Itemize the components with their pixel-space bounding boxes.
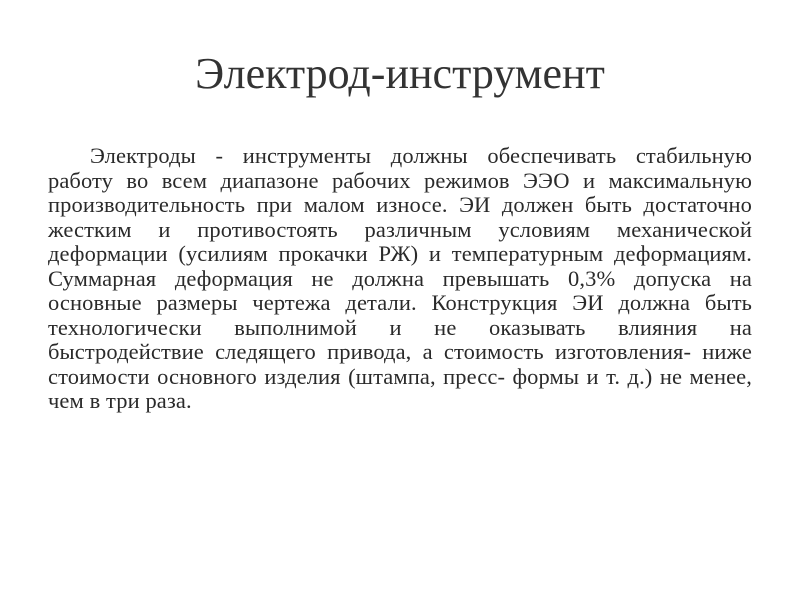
slide-title: Электрод-инструмент [195, 49, 605, 98]
slide-body-text: Электроды - инструменты должны обеспечивать стабильную работу во всем диапазоне рабочих режимов ЭЭО и максимальную производительность при малом износе. ЭИ должен быть достаточно жестким и противостоять различным условиям механической деформации (усилиям прокачки РЖ) и температурным деформациям. Суммарная деформация не должна превышать 0,3% допуска на основные размеры чертежа детали. Конструкция ЭИ должна быть технологически выполнимой и не оказывать влияния на быстродействие следящего привода, а стоимость изготовления- ниже стоимости основного изделия (штампа, пресс- формы и т. д.) не менее, чем в три раза. [48, 143, 752, 413]
